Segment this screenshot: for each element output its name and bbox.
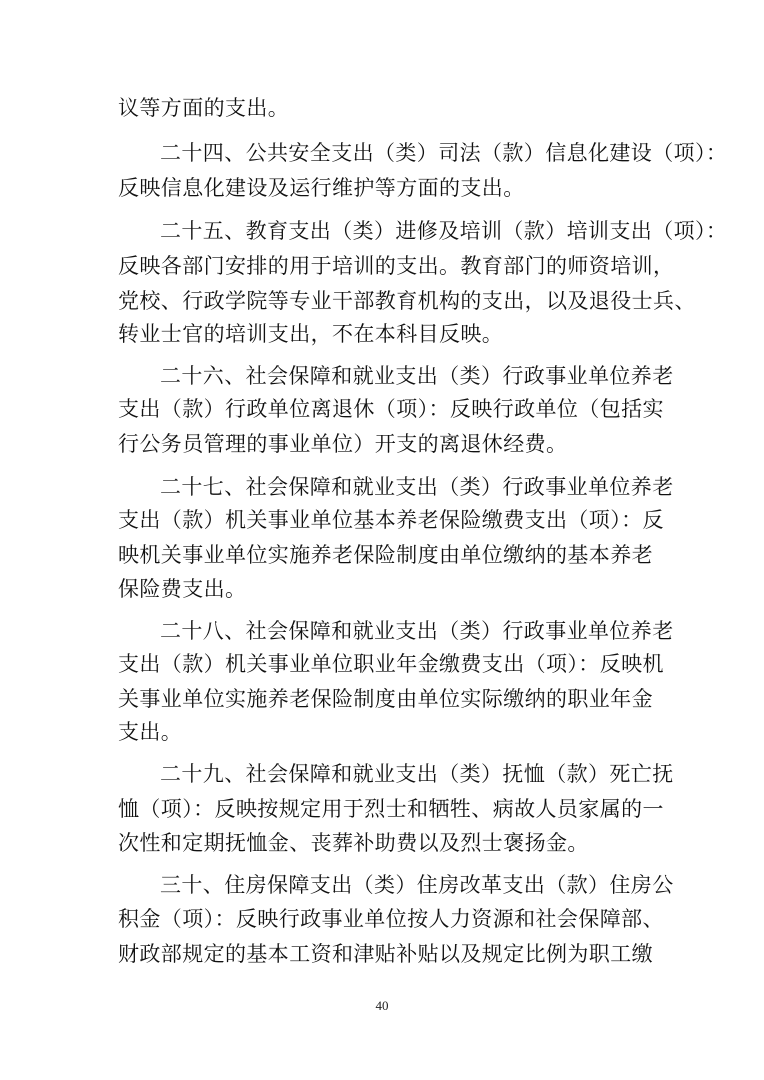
text-line: 支出。 [118, 720, 183, 744]
text-line: 保险费支出。 [118, 577, 247, 601]
text-line: 议等方面的支出。 [118, 96, 290, 120]
text-line: 二十九、社会保障和就业支出（类）抚恤（款）死亡抚 [160, 762, 674, 786]
text-line: 关事业单位实施养老保险制度由单位实际缴纳的职业年金 [118, 687, 653, 711]
text-line: 二十五、教育支出（类）进修及培训（款）培训支出（项）： [160, 219, 728, 243]
text-line: 财政部规定的基本工资和津贴补贴以及规定比例为职工缴 [118, 942, 653, 966]
text-line: 行公务员管理的事业单位）开支的离退休经费。 [118, 432, 568, 456]
text-line: 二十七、社会保障和就业支出（类）行政事业单位养老 [160, 475, 674, 499]
text-line: 支出（款）机关事业单位职业年金缴费支出（项）：反映机 [118, 652, 664, 676]
text-line: 恤（项）：反映按规定用于烈士和牺牲、病故人员家属的一 [118, 797, 664, 821]
text-line: 积金（项）：反映行政事业单位按人力资源和社会保障部、 [118, 907, 664, 931]
text-line: 党校、行政学院等专业干部教育机构的支出，以及退役士兵、 [118, 289, 696, 313]
text-line: 次性和定期抚恤金、丧葬补助费以及烈士褒扬金。 [118, 831, 589, 855]
text-line: 二十四、公共安全支出（类）司法（款）信息化建设（项）： [160, 141, 728, 165]
text-line: 支出（款）行政单位离退休（项）：反映行政单位（包括实 [118, 397, 664, 421]
text-line: 映机关事业单位实施养老保险制度由单位缴纳的基本养老 [118, 543, 653, 567]
text-line: 转业士官的培训支出，不在本科目反映。 [118, 322, 504, 346]
text-line: 支出（款）机关事业单位基本养老保险缴费支出（项）：反 [118, 508, 664, 532]
text-line: 反映各部门安排的用于培训的支出。教育部门的师资培训， [118, 254, 675, 278]
text-line: 二十六、社会保障和就业支出（类）行政事业单位养老 [160, 364, 674, 388]
text-line: 反映信息化建设及运行维护等方面的支出。 [118, 176, 525, 200]
page-number: 40 [375, 998, 389, 1013]
text-line: 三十、住房保障支出（类）住房改革支出（款）住房公 [160, 873, 674, 897]
text-line: 二十八、社会保障和就业支出（类）行政事业单位养老 [160, 619, 674, 643]
